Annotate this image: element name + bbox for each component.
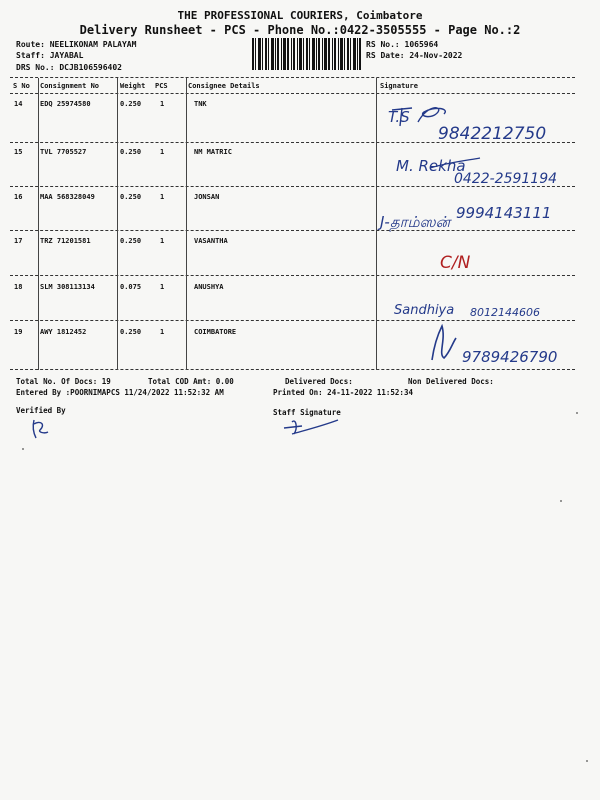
signature-phone: 8012144606 [470,306,540,319]
col-header-sno: S No [13,82,30,90]
cell-consignment: EDQ 25974580 [40,100,91,108]
cell-sno: 15 [14,148,23,156]
col-header-signature: Signature [380,82,418,90]
cell-consignee: JONSAN [194,193,220,201]
cell-consignment: TVL 7705527 [40,148,87,156]
staff-text: Staff: JAYABAL [16,51,84,60]
signature-phone: 9842212750 [438,124,547,144]
total-docs: Total No. Of Docs: 19 [16,377,111,386]
cell-sno: 18 [14,283,23,291]
signature-text: C/N [440,253,471,273]
cell-pcs: 1 [160,148,165,156]
col-header-weight: Weight [120,82,146,90]
cell-pcs: 1 [160,283,165,291]
signature-phone: 0422-2591194 [454,171,558,187]
signature-phone: 9994143111 [456,204,552,222]
cell-weight: 0.250 [120,100,142,108]
rs-number: RS No.: 1065964 [366,40,439,49]
signature-text: M. Rekha [396,157,466,175]
cell-weight: 0.250 [120,193,142,201]
cell-weight: 0.250 [120,148,142,156]
cell-sno: 16 [14,193,23,201]
non-delivered-docs: Non Delivered Docs: [408,377,494,386]
entered-by: Entered By :POORNIMAPCS 11/24/2022 11:52:32 AM [16,388,224,397]
scan-speck [22,448,24,450]
cell-pcs: 1 [160,100,165,108]
cell-consignment: SLM 308113134 [40,283,95,291]
rs-date: RS Date: 24-Nov-2022 [366,51,463,60]
signature-text: Sandhiya [394,303,455,318]
cell-consignee: COIMBATORE [194,328,237,336]
runsheet-subtitle: Delivery Runsheet - PCS - Phone No.:0422-3505555 - Page No.:2 [79,23,521,37]
cell-consignment: MAA 568328049 [40,193,95,201]
signature-text: T.S [388,108,410,126]
cell-consignee: ANUSHYA [194,283,224,291]
cell-consignee: VASANTHA [194,237,228,245]
cell-sno: 14 [14,100,23,108]
col-header-pcs: PCS [155,82,168,90]
company-title: THE PROFESSIONAL COURIERS, Coimbatore [177,9,423,22]
scan-speck [586,760,588,762]
cell-pcs: 1 [160,328,165,336]
cell-sno: 17 [14,237,23,245]
delivered-docs: Delivered Docs: [285,377,353,386]
scan-speck [560,500,562,502]
total-cod: Total COD Amt: 0.00 [148,377,234,386]
staff-signature-label: Staff Signature [273,408,341,417]
cell-weight: 0.250 [120,237,142,245]
col-header-consignment: Consignment No [40,82,100,90]
route-text: Route: NEELIKONAM PALAYAM [16,40,137,49]
cell-weight: 0.250 [120,328,142,336]
signature-phone: 9789426790 [462,348,558,366]
drs-number: DRS No.: DCJB106596402 [16,63,122,72]
cell-consignment: TRZ 71201581 [40,237,91,245]
printed-on: Printed On: 24-11-2022 11:52:34 [273,388,413,397]
cell-consignee: TNK [194,100,207,108]
cell-pcs: 1 [160,193,165,201]
col-header-consignee: Consignee Details [188,82,260,90]
cell-consignee: NM MATRIC [194,148,232,156]
cell-sno: 19 [14,328,23,336]
cell-weight: 0.075 [120,283,142,291]
signature-text: J-தாம்ஸன் [380,213,451,231]
scan-speck [576,412,578,414]
cell-consignment: AWY 1812452 [40,328,87,336]
verified-by-label: Verified By [16,406,66,415]
cell-pcs: 1 [160,237,165,245]
